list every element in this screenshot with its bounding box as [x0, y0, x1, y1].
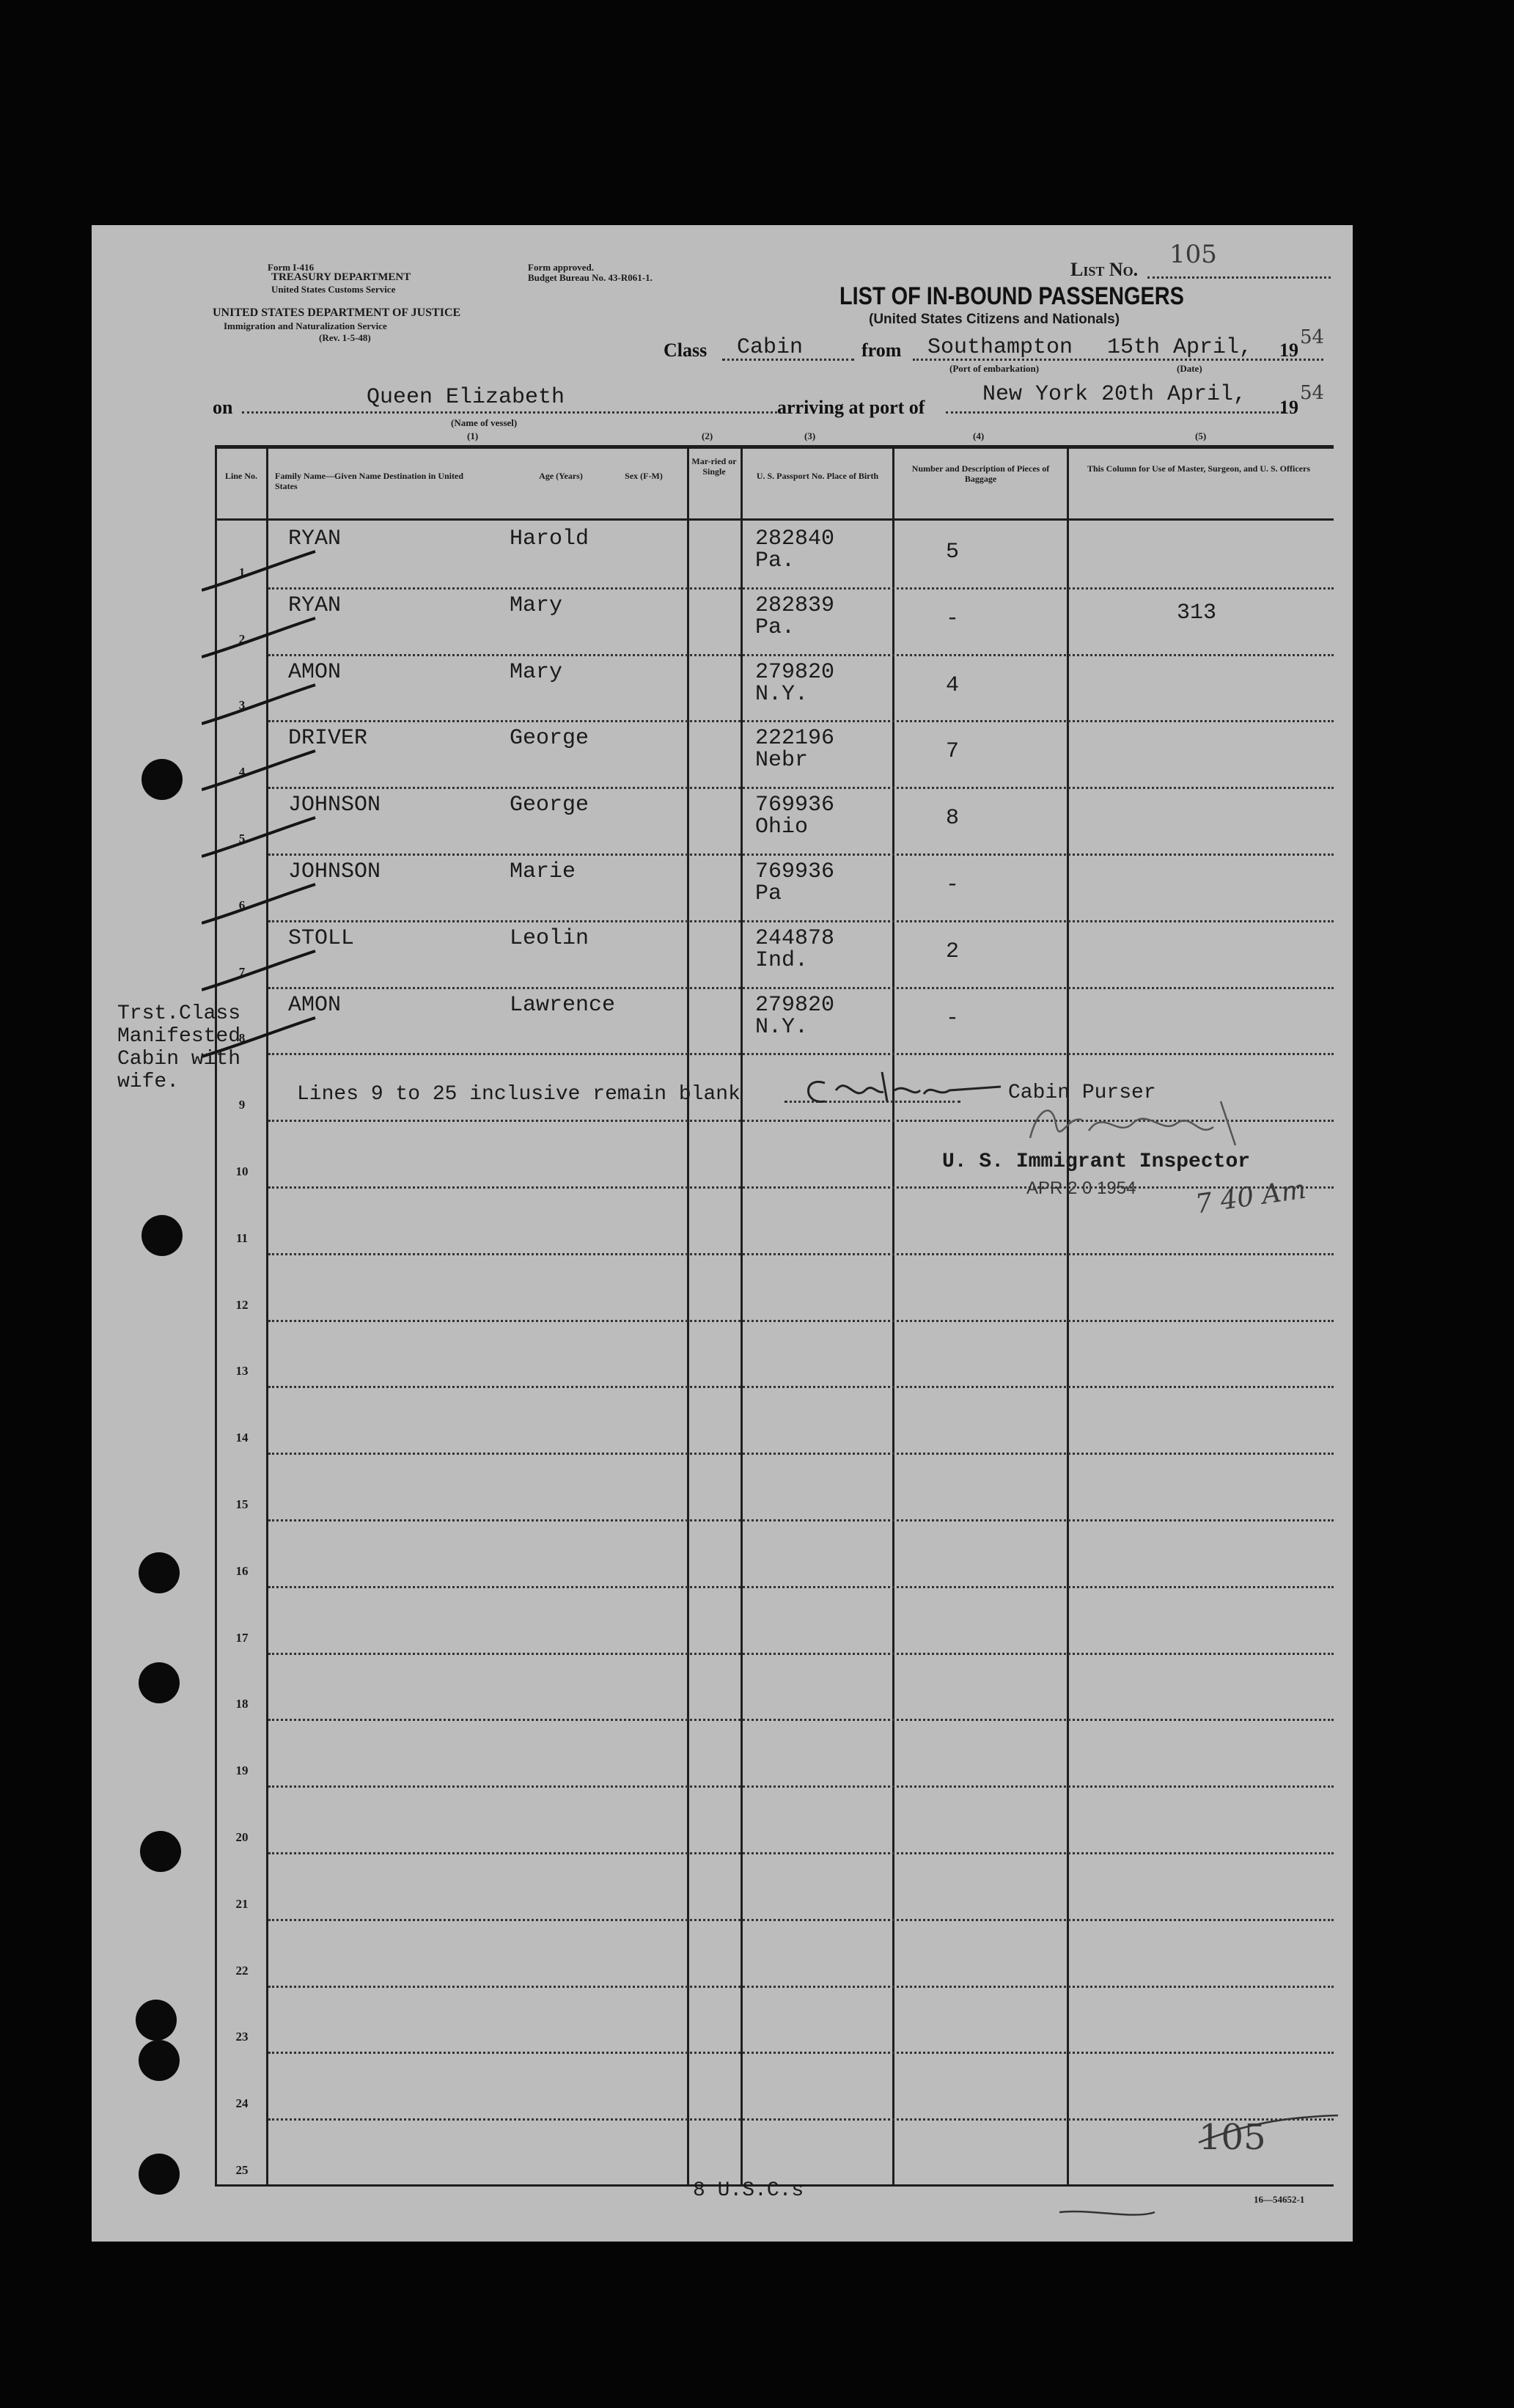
col-divider	[1067, 445, 1069, 2187]
manifest-page	[92, 225, 1353, 2242]
row-rule	[268, 987, 1334, 989]
list-no-label: List No.	[1070, 259, 1139, 280]
family-name: STOLL	[288, 925, 355, 951]
place-of-birth: Pa.	[755, 614, 795, 640]
footer-usc: 8 U.S.C.s	[693, 2179, 804, 2202]
row-rule	[268, 720, 1334, 722]
line-number: 22	[235, 1963, 249, 1978]
line-number: 3	[238, 698, 246, 713]
from-line	[913, 359, 1323, 361]
passport-no: 222196	[755, 726, 835, 752]
binding-hole	[140, 1831, 181, 1872]
row-rule	[268, 787, 1334, 789]
handwritten-105: 105	[1199, 2117, 1266, 2158]
given-name: Leolin	[510, 925, 589, 951]
vessel-name: Queen Elizabeth	[367, 385, 565, 410]
row-rule	[268, 1653, 1334, 1655]
check-mark	[202, 550, 319, 594]
col-number: (5)	[1195, 430, 1207, 441]
place-of-birth: Pa	[755, 881, 782, 906]
row-rule	[268, 1586, 1334, 1588]
passport-no: 244878	[755, 925, 835, 951]
margin-note	[117, 1002, 240, 1093]
table-top-border	[215, 445, 1334, 449]
family-name: JOHNSON	[288, 859, 381, 884]
baggage-count: -	[946, 1005, 960, 1031]
ins-service: Immigration and Naturalization Service	[224, 320, 387, 331]
col-number: (1)	[467, 430, 479, 441]
customs-service: United States Customs Service	[271, 284, 396, 295]
header-officers: This Column for Use of Master, Surgeon, and U. S. Officers	[1087, 463, 1310, 474]
baggage-count: 8	[946, 806, 960, 832]
check-mark	[202, 816, 319, 860]
pen-marks	[1045, 2102, 1353, 2220]
check-mark	[202, 683, 319, 727]
year-suffix: 54	[1300, 326, 1325, 348]
check-mark	[202, 883, 319, 927]
line-number: 10	[235, 1164, 249, 1178]
line-number: 4	[238, 765, 246, 779]
arriving-label: arriving at port of	[777, 397, 925, 418]
from-label: from	[861, 339, 902, 361]
line-number: 6	[238, 898, 246, 912]
treasury-dept: TREASURY DEPARTMENT	[271, 271, 411, 283]
row-rule	[268, 1186, 1334, 1189]
list-no-line	[1147, 276, 1331, 279]
row-rule	[268, 1320, 1334, 1322]
officer-note: 313	[1177, 600, 1217, 625]
line-number: 25	[235, 2163, 249, 2177]
header-line-no: Line No.	[224, 471, 257, 481]
place-of-birth: N.Y.	[755, 681, 809, 707]
row-rule	[268, 854, 1334, 856]
place-of-birth: N.Y.	[755, 1014, 809, 1040]
place-of-birth: Pa.	[755, 548, 795, 573]
arr-year-prefix: 19	[1279, 397, 1298, 418]
vessel-caption: (Name of vessel)	[451, 417, 518, 428]
page-subtitle: (United States Citizens and Nationals)	[869, 312, 1120, 327]
place-of-birth: Nebr	[755, 748, 809, 774]
given-name: Mary	[510, 659, 563, 685]
given-name: George	[510, 726, 589, 752]
line-number: 16	[235, 1563, 249, 1578]
given-name: George	[510, 793, 589, 818]
col-divider	[687, 445, 689, 2187]
passport-no: 279820	[755, 659, 835, 685]
baggage-count: 4	[946, 672, 960, 698]
line-number: 17	[235, 1630, 249, 1645]
class-line	[722, 359, 854, 361]
given-name: Mary	[510, 592, 563, 618]
row-rule	[268, 1053, 1334, 1055]
header-baggage: Number and Description of Pieces of Baggage	[911, 463, 1050, 484]
header-sex: Sex (F-M)	[625, 471, 663, 481]
family-name: JOHNSON	[288, 793, 381, 818]
line-number: 24	[235, 2096, 249, 2111]
remain-blank-text: Lines 9 to 25 inclusive remain blank	[297, 1083, 741, 1106]
budget-bureau: Budget Bureau No. 43-R061-1.	[528, 272, 653, 283]
passport-no: 769936	[755, 793, 835, 818]
passport-no: 282840	[755, 526, 835, 551]
row-rule	[268, 1386, 1334, 1388]
line-number: 9	[238, 1098, 246, 1112]
line-number: 18	[235, 1697, 249, 1711]
form-number: Form I-416	[268, 262, 315, 273]
line-number: 13	[235, 1364, 249, 1379]
line-number: 1	[238, 565, 246, 579]
given-name: Lawrence	[510, 992, 616, 1018]
line-number: 5	[238, 832, 246, 845]
inspector-label: U. S. Immigrant Inspector	[942, 1150, 1251, 1173]
on-label: on	[213, 397, 233, 418]
row-rule	[268, 654, 1334, 656]
col-divider	[892, 445, 894, 2187]
baggage-count: 7	[946, 739, 960, 765]
line-number: 8	[238, 1031, 246, 1046]
row-rule	[268, 1986, 1334, 1988]
date-value: 15th April,	[1107, 335, 1253, 360]
margin-note-line: Trst.Class	[117, 1002, 241, 1025]
line-number: 7	[238, 964, 246, 979]
line-number: 12	[235, 1297, 249, 1312]
family-name: RYAN	[288, 592, 342, 618]
row-rule	[268, 1253, 1334, 1255]
page-title: LIST OF IN-BOUND PASSENGERS	[839, 282, 1184, 310]
row-rule	[268, 1719, 1334, 1721]
binding-hole	[139, 2040, 180, 2081]
revision: (Rev. 1-5-48)	[319, 332, 371, 343]
class-label: Class	[664, 339, 708, 361]
given-name: Harold	[510, 526, 589, 551]
header-bottom-border	[215, 518, 1334, 521]
row-rule	[268, 1919, 1334, 1921]
date-caption: (Date)	[1177, 363, 1202, 374]
justice-dept: UNITED STATES DEPARTMENT OF JUSTICE	[213, 306, 461, 319]
place-of-birth: Ohio	[755, 815, 809, 840]
col-divider	[741, 445, 743, 2187]
class-value: Cabin	[737, 335, 804, 360]
col-number: (4)	[973, 430, 985, 441]
baggage-count: -	[946, 606, 960, 631]
family-name: DRIVER	[288, 726, 368, 752]
binding-hole	[142, 759, 183, 800]
margin-note-line: Manifested	[117, 1025, 241, 1048]
line-number: 19	[235, 1763, 249, 1778]
purser-signature	[795, 1061, 1015, 1112]
place-of-birth: Ind.	[755, 947, 809, 973]
passport-no: 282839	[755, 592, 835, 618]
date-stamp: APR 2 0 1954	[1026, 1178, 1136, 1198]
header-name: Family Name—Given Name Destination in United States	[275, 471, 463, 491]
vessel-line	[242, 411, 777, 414]
margin-note-line: Cabin with	[117, 1048, 241, 1071]
passport-no: 769936	[755, 859, 835, 884]
line-number: 20	[235, 1830, 249, 1844]
check-mark	[202, 617, 319, 661]
footer-code: 16—54652-1	[1254, 2194, 1305, 2205]
line-number: 21	[235, 1896, 249, 1911]
form-approved: Form approved.	[528, 262, 595, 273]
arrival-line	[946, 411, 1283, 414]
col-number: (2)	[702, 430, 713, 441]
arrival-value: New York 20th April,	[982, 382, 1247, 407]
binding-hole	[136, 2000, 177, 2041]
purser-label: Cabin Purser	[1008, 1082, 1156, 1104]
row-rule	[268, 1453, 1334, 1455]
passport-no: 279820	[755, 992, 835, 1018]
handwritten-time: 7 40 Am	[1193, 1174, 1308, 1220]
margin-note-line: wife.	[117, 1071, 180, 1093]
given-name: Marie	[510, 859, 576, 884]
line-number: 23	[235, 2030, 249, 2044]
row-rule	[268, 1785, 1334, 1788]
family-name: AMON	[288, 659, 342, 685]
inspector-signature	[1015, 1094, 1279, 1153]
check-mark	[202, 749, 319, 793]
family-name: RYAN	[288, 526, 342, 551]
binding-hole	[142, 1215, 183, 1256]
baggage-count: -	[946, 873, 960, 898]
line-number: 14	[235, 1431, 249, 1445]
baggage-count: 5	[946, 540, 960, 565]
arr-year-suffix: 54	[1300, 382, 1325, 404]
row-rule	[268, 1852, 1334, 1854]
header-passport: U. S. Passport No. Place of Birth	[756, 471, 879, 481]
family-name: AMON	[288, 992, 342, 1018]
list-no-value: 105	[1169, 240, 1217, 269]
check-mark	[202, 950, 319, 994]
row-rule	[268, 587, 1334, 590]
binding-hole	[139, 1662, 180, 1703]
row-rule	[268, 920, 1334, 922]
header-age: Age (Years)	[539, 471, 583, 481]
header-married: Mar-ried or Single	[691, 456, 737, 477]
baggage-count: 2	[946, 939, 960, 964]
binding-hole	[139, 1552, 180, 1593]
row-rule	[268, 2052, 1334, 2054]
port-value: Southampton	[927, 335, 1073, 360]
line-number: 15	[235, 1497, 249, 1511]
row-rule	[268, 1519, 1334, 1521]
col-number: (3)	[804, 430, 816, 441]
line-number: 2	[238, 631, 246, 646]
line-number: 11	[235, 1230, 249, 1245]
port-caption: (Port of embarkation)	[949, 363, 1040, 374]
year-prefix: 19	[1279, 339, 1298, 361]
binding-hole	[139, 2154, 180, 2195]
